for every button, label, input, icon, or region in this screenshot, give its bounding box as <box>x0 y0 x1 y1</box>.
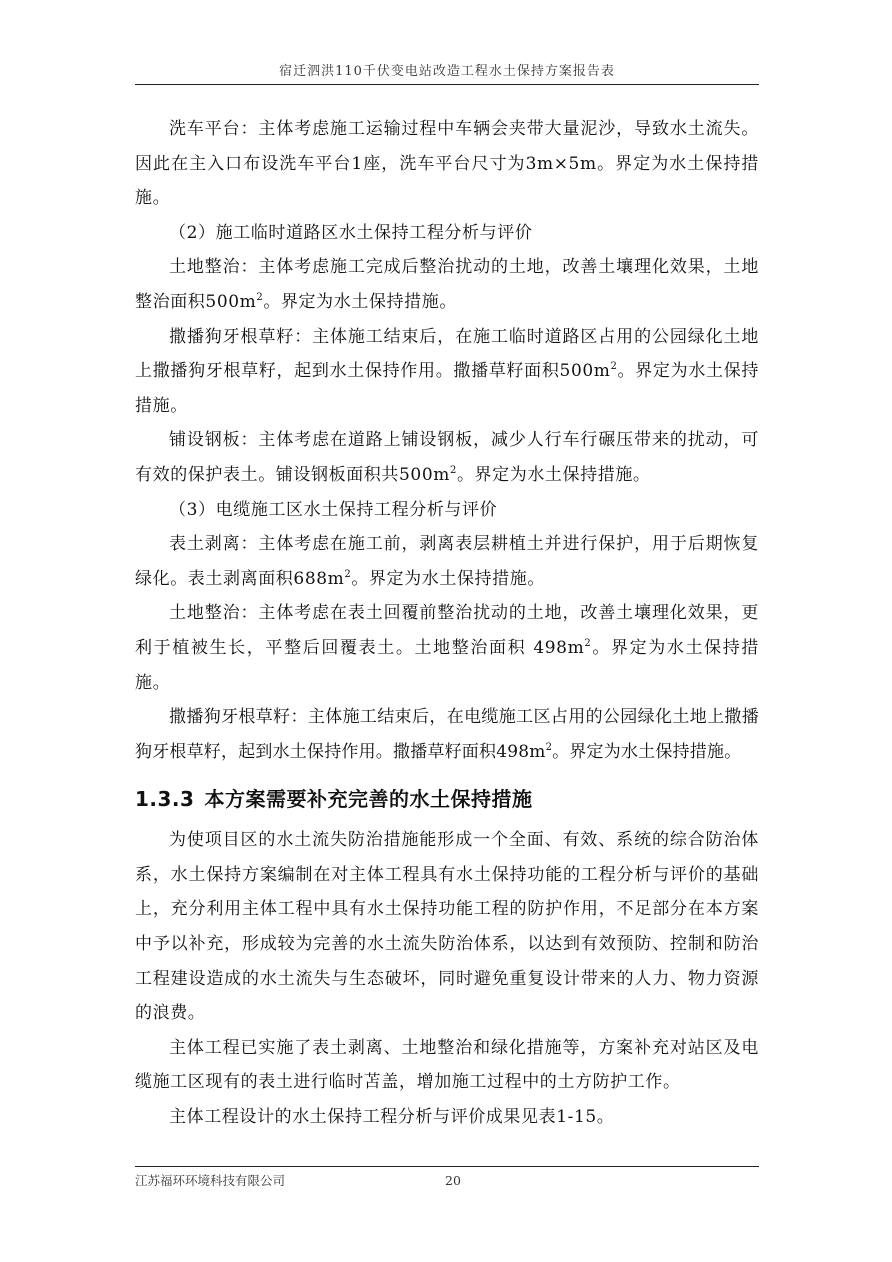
paragraph-supplement: 主体工程已实施了表土剥离、土地整治和绿化措施等，方案补充对站区及电缆施工区现有的表土进行临时苫盖，增加施工过程中的土方防护工作。 <box>135 1037 759 1093</box>
superscript: 2 <box>449 464 457 476</box>
paragraph-land-leveling-road <box>135 250 759 319</box>
footer-company: 江苏福环环境科技有限公司 <box>135 1173 286 1188</box>
paragraph-text: 。界定为水土保持措施。 <box>135 361 759 416</box>
paragraph-text: 表土剥离：主体考虑在施工前，剥离表层耕植土并进行保护，用于后期恢复绿化。表土剥离面积688m <box>135 534 759 589</box>
paragraph-text: 。界定为水土保持措施。 <box>135 637 760 693</box>
paragraph-grass-seeding-cable <box>135 700 759 769</box>
paragraph-grass-seeding-road <box>135 320 759 424</box>
subheading-temporary-road: （2）施工临时道路区水土保持工程分析与评价 <box>169 222 533 243</box>
section-number: 1.3.3 <box>135 787 195 812</box>
paragraph-text: 土地整治：主体考虑施工完成后整治扰动的土地，改善土壤理化效果，土地整治面积500m <box>135 257 759 312</box>
paragraph-text: 。界定为水土保持措施。 <box>351 568 545 589</box>
footer-rule <box>135 1166 759 1167</box>
section-heading <box>135 781 759 817</box>
paragraph-intro: 为使项目区的水土流失防治措施能形成一个全面、有效、系统的综合防治体系，水土保持方案编制在对主体工程具有水土保持功能的工程分析与评价的基础上，充分利用主体工程中具有水土保持功能工程的防护作用，不足部分在本方案中予以补充，形成较为完善的水土流失防治体系，以达到有效预防、控制和防治工程建设造成的水土流失与生态破坏，同时避免重复设计带来的人力、物力资源的浪费。 <box>135 830 759 1024</box>
paragraph-steel-plate <box>135 423 759 492</box>
superscript: 2 <box>545 741 553 753</box>
superscript: 2 <box>256 291 264 303</box>
superscript: 2 <box>610 361 618 373</box>
subheading-cable-area: （3）电缆施工区水土保持工程分析与评价 <box>169 499 498 520</box>
paragraph-topsoil-stripping <box>135 527 759 596</box>
superscript: 2 <box>344 568 352 580</box>
paragraph-wash-platform: 洗车平台：主体考虑施工运输过程中车辆会夹带大量泥沙，导致水土流失。因此在主入口布设洗车平台1座，洗车平台尺寸为3m×5m。界定为水土保持措施。 <box>135 119 759 209</box>
page-body <box>135 112 759 1135</box>
paragraph-text: 。界定为水土保持措施。 <box>263 291 457 312</box>
paragraph-text: 铺设钢板：主体考虑在道路上铺设钢板，减少人行车行碾压带来的扰动，可有效的保护表土。铺设钢板面积共500m <box>135 430 759 485</box>
paragraph-text: 撒播狗牙根草籽：主体施工结束后，在施工临时道路区占用的公园绿化土地上撒播狗牙根草籽，起到水土保持作用。撒播草籽面积500m <box>135 326 759 382</box>
running-header: 宿迁泗洪110千伏变电站改造工程水土保持方案报告表 <box>279 64 615 79</box>
paragraph-text: 撒播狗牙根草籽：主体施工结束后，在电缆施工区占用的公园绿化土地上撒播狗牙根草籽，起到水土保持作用。撒播草籽面积498m <box>135 707 759 762</box>
paragraph-table-reference: 主体工程设计的水土保持工程分析与评价成果见表1-15。 <box>169 1107 615 1128</box>
superscript: 2 <box>584 637 592 649</box>
page-number: 20 <box>445 1173 461 1188</box>
paragraph-text: 土地整治：主体考虑在表土回覆前整治扰动的土地，改善土壤理化效果，更利于植被生长，平整后回覆表土。土地整治面积 498m <box>135 603 759 658</box>
paragraph-text: 。界定为水土保持措施。 <box>456 464 651 485</box>
header-rule <box>135 84 759 85</box>
section-title: 本方案需要补充完善的水土保持措施 <box>204 787 533 812</box>
paragraph-land-leveling-cable <box>135 596 759 700</box>
paragraph-text: 。界定为水土保持措施。 <box>552 741 742 762</box>
